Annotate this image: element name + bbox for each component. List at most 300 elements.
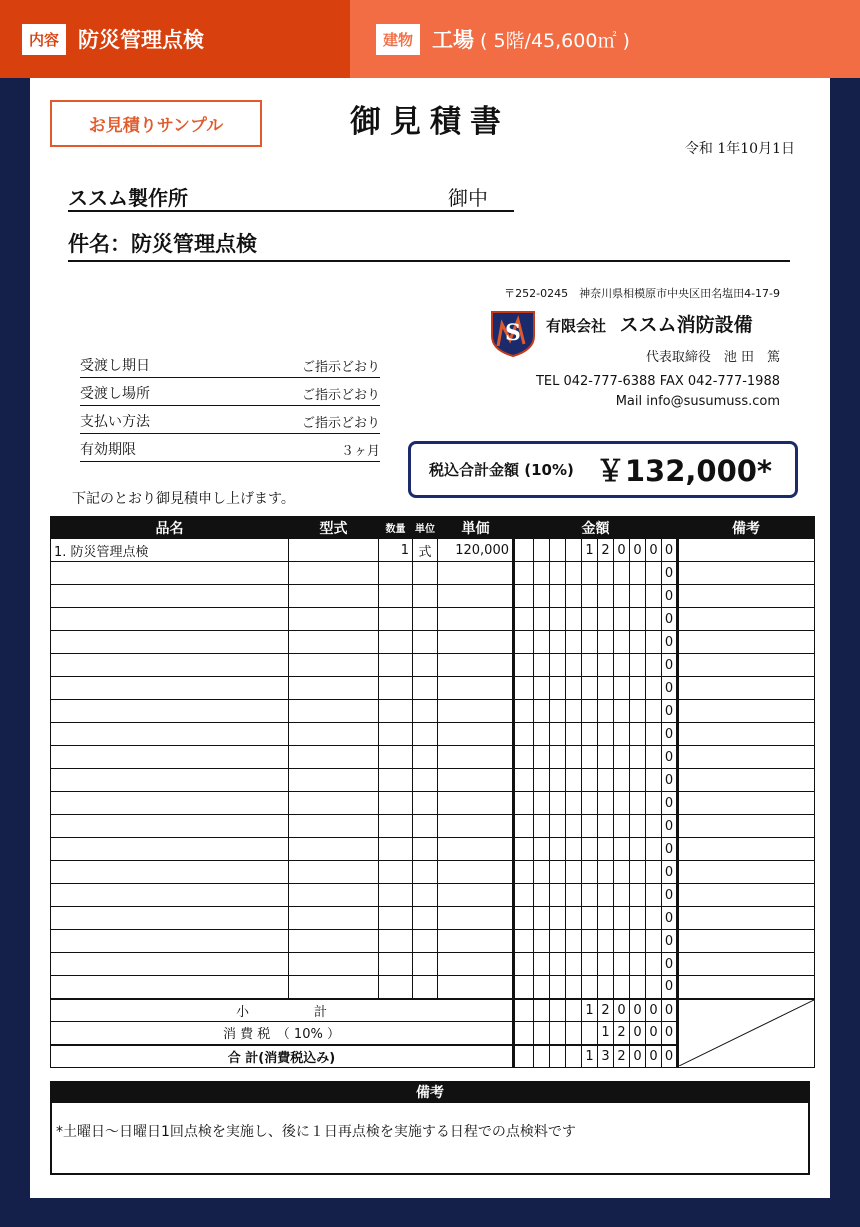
- item-unit: [413, 631, 438, 654]
- item-model: [289, 539, 379, 562]
- amount-digit: 0: [646, 999, 662, 1022]
- amount-digit: [598, 746, 614, 769]
- item-remarks: [678, 539, 815, 562]
- amount-digit: [514, 953, 534, 976]
- amount-digit: 0: [646, 539, 662, 562]
- table-row: [51, 976, 815, 999]
- amount-digit: [646, 769, 662, 792]
- amount-digit: [534, 654, 550, 677]
- amount-digit: 0: [614, 999, 630, 1022]
- amount-digit: [534, 562, 550, 585]
- table-row: [51, 838, 815, 861]
- term-row: [80, 434, 380, 462]
- item-qty: [379, 746, 413, 769]
- table-row: [51, 861, 815, 884]
- amount-digit: [534, 585, 550, 608]
- amount-digit: [646, 815, 662, 838]
- amount-digit: 0: [630, 1022, 646, 1045]
- amount-digit: [614, 723, 630, 746]
- amount-digit: 2: [598, 999, 614, 1022]
- amount-digit: [566, 654, 582, 677]
- amount-digit: [646, 861, 662, 884]
- item-price: [438, 700, 514, 723]
- amount-digit: [566, 608, 582, 631]
- item-model: [289, 700, 379, 723]
- item-qty: [379, 723, 413, 746]
- amount-digit: [582, 953, 598, 976]
- term-value: ご指示どおり: [301, 416, 380, 431]
- amount-digit: [598, 884, 614, 907]
- company-tel: TEL 042-777-6388 FAX 042-777-1988: [535, 374, 780, 389]
- amount-digit: [646, 723, 662, 746]
- item-price: 120,000: [438, 539, 514, 562]
- amount-digit: 1: [598, 1022, 614, 1045]
- amount-digit: [646, 608, 662, 631]
- tax-label: 消 費 税 （ 10% ）: [51, 1022, 514, 1045]
- amount-digit: [514, 907, 534, 930]
- item-name: [51, 562, 289, 585]
- amount-digit: 0: [662, 861, 678, 884]
- summary-remarks: [678, 999, 815, 1068]
- item-model: [289, 815, 379, 838]
- amount-digit: 0: [662, 631, 678, 654]
- amount-digit: [566, 723, 582, 746]
- item-remarks: [678, 838, 815, 861]
- amount-digit: [566, 562, 582, 585]
- notes-box: [50, 1081, 810, 1175]
- amount-digit: [630, 746, 646, 769]
- amount-digit: 0: [662, 792, 678, 815]
- client-line: [68, 182, 514, 212]
- table-row: [51, 930, 815, 953]
- item-price: [438, 884, 514, 907]
- amount-digit: 0: [662, 585, 678, 608]
- amount-digit: [550, 769, 566, 792]
- amount-digit: [646, 585, 662, 608]
- amount-digit: [598, 654, 614, 677]
- item-qty: [379, 562, 413, 585]
- amount-digit: [514, 654, 534, 677]
- item-unit: [413, 608, 438, 631]
- item-remarks: [678, 953, 815, 976]
- item-qty: [379, 700, 413, 723]
- amount-digit: [514, 539, 534, 562]
- amount-digit: [598, 562, 614, 585]
- item-qty: [379, 585, 413, 608]
- amount-digit: [514, 677, 534, 700]
- table-row: [51, 677, 815, 700]
- amount-digit: [630, 815, 646, 838]
- item-price: [438, 677, 514, 700]
- amount-digit: [582, 792, 598, 815]
- item-model: [289, 677, 379, 700]
- amount-digit: [646, 884, 662, 907]
- amount-digit: [566, 746, 582, 769]
- amount-digit: [646, 562, 662, 585]
- item-qty: [379, 930, 413, 953]
- amount-digit: [630, 654, 646, 677]
- table-row: [51, 539, 815, 562]
- table-row: [51, 769, 815, 792]
- item-unit: [413, 838, 438, 861]
- amount-digit: [646, 838, 662, 861]
- amount-digit: [614, 976, 630, 999]
- amount-digit: [630, 700, 646, 723]
- item-name: [51, 746, 289, 769]
- item-price: [438, 792, 514, 815]
- item-qty: [379, 792, 413, 815]
- amount-digit: 0: [662, 539, 678, 562]
- amount-digit: 2: [614, 1022, 630, 1045]
- amount-digit: [514, 838, 534, 861]
- company-address: 〒252-0245 神奈川県相模原市中央区田名塩田4-17-9: [504, 287, 780, 300]
- item-model: [289, 976, 379, 999]
- company-name: [546, 310, 753, 337]
- amount-digit: 1: [582, 999, 598, 1022]
- amount-digit: [514, 1022, 534, 1045]
- amount-digit: [534, 976, 550, 999]
- amount-digit: [598, 815, 614, 838]
- item-remarks: [678, 746, 815, 769]
- amount-digit: [550, 999, 566, 1022]
- intro-text: 下記のとおり御見積申し上げます。: [72, 491, 295, 507]
- item-qty: [379, 976, 413, 999]
- item-remarks: [678, 769, 815, 792]
- header-building: [350, 0, 860, 78]
- item-remarks: [678, 562, 815, 585]
- amount-digit: [566, 907, 582, 930]
- amount-digit: [566, 884, 582, 907]
- amount-digit: [630, 677, 646, 700]
- amount-digit: [566, 1022, 582, 1045]
- amount-digit: [550, 861, 566, 884]
- table-row: [51, 631, 815, 654]
- amount-digit: 0: [662, 907, 678, 930]
- amount-digit: [550, 746, 566, 769]
- amount-digit: 0: [614, 539, 630, 562]
- item-name: [51, 677, 289, 700]
- item-name: [51, 654, 289, 677]
- svg-text:S: S: [505, 320, 521, 346]
- amount-digit: [550, 930, 566, 953]
- table-row: [51, 815, 815, 838]
- amount-digit: [514, 723, 534, 746]
- table-row: [51, 723, 815, 746]
- item-name: [51, 884, 289, 907]
- amount-digit: [550, 700, 566, 723]
- col-amount: 金額: [514, 517, 678, 539]
- amount-digit: 0: [662, 677, 678, 700]
- building-text: 工場: [432, 28, 475, 52]
- amount-digit: [582, 723, 598, 746]
- amount-digit: [630, 953, 646, 976]
- item-model: [289, 907, 379, 930]
- item-qty: [379, 677, 413, 700]
- grand-total-label: 合 計(消費税込み): [51, 1045, 514, 1068]
- amount-digit: [646, 792, 662, 815]
- item-unit: [413, 769, 438, 792]
- item-price: [438, 953, 514, 976]
- item-remarks: [678, 930, 815, 953]
- amount-digit: [514, 815, 534, 838]
- amount-digit: [614, 562, 630, 585]
- amount-digit: [582, 769, 598, 792]
- amount-digit: [646, 631, 662, 654]
- amount-digit: [534, 953, 550, 976]
- amount-digit: [614, 953, 630, 976]
- amount-digit: [534, 539, 550, 562]
- amount-digit: [550, 585, 566, 608]
- item-qty: [379, 769, 413, 792]
- amount-digit: [582, 838, 598, 861]
- amount-digit: [646, 654, 662, 677]
- amount-digit: [598, 585, 614, 608]
- content-text: 防災管理点検: [78, 28, 205, 52]
- item-model: [289, 562, 379, 585]
- amount-digit: 0: [646, 1022, 662, 1045]
- item-model: [289, 608, 379, 631]
- amount-digit: [630, 792, 646, 815]
- amount-digit: 2: [614, 1045, 630, 1068]
- item-qty: [379, 815, 413, 838]
- amount-digit: [514, 631, 534, 654]
- item-price: [438, 723, 514, 746]
- subject-line: 件名：防災管理点検: [68, 228, 790, 262]
- representative: 代表取締役 池 田 篤: [645, 350, 780, 365]
- amount-digit: [630, 838, 646, 861]
- item-name: [51, 700, 289, 723]
- amount-digit: [582, 1022, 598, 1045]
- item-qty: [379, 884, 413, 907]
- amount-digit: [614, 907, 630, 930]
- company-name-text: ススム消防設備: [619, 314, 753, 336]
- amount-digit: [566, 539, 582, 562]
- amount-digit: [598, 608, 614, 631]
- amount-digit: [514, 792, 534, 815]
- sample-label: お見積りサンプル: [50, 100, 262, 147]
- amount-digit: [582, 815, 598, 838]
- item-remarks: [678, 608, 815, 631]
- item-price: [438, 769, 514, 792]
- amount-digit: [514, 930, 534, 953]
- amount-digit: [550, 1022, 566, 1045]
- amount-digit: [550, 1045, 566, 1068]
- item-unit: [413, 654, 438, 677]
- amount-digit: 0: [662, 815, 678, 838]
- table-row: [51, 884, 815, 907]
- item-price: [438, 976, 514, 999]
- amount-digit: [630, 861, 646, 884]
- item-remarks: [678, 907, 815, 930]
- table-row: [51, 700, 815, 723]
- company-kind: 有限会社: [546, 317, 607, 335]
- building-sub: ( 5階/45,600㎡ ): [480, 29, 630, 52]
- item-name: [51, 953, 289, 976]
- item-name: [51, 723, 289, 746]
- amount-digit: [598, 861, 614, 884]
- amount-digit: [630, 562, 646, 585]
- header-content: [0, 0, 350, 78]
- item-model: [289, 631, 379, 654]
- amount-digit: [582, 700, 598, 723]
- col-remarks: 備考: [678, 517, 815, 539]
- amount-digit: [630, 769, 646, 792]
- item-qty: 1: [379, 539, 413, 562]
- amount-digit: [566, 976, 582, 999]
- item-model: [289, 953, 379, 976]
- amount-digit: [566, 769, 582, 792]
- item-model: [289, 884, 379, 907]
- honorific: 御中: [448, 186, 488, 210]
- col-model: 型式: [289, 517, 379, 539]
- item-name: [51, 838, 289, 861]
- amount-digit: [534, 930, 550, 953]
- amount-digit: [534, 769, 550, 792]
- amount-digit: [630, 585, 646, 608]
- amount-digit: [514, 562, 534, 585]
- amount-digit: [514, 608, 534, 631]
- item-remarks: [678, 884, 815, 907]
- amount-digit: [566, 861, 582, 884]
- item-remarks: [678, 585, 815, 608]
- term-label: 有効期限: [80, 442, 136, 458]
- item-unit: [413, 723, 438, 746]
- doc-date: 令和 1年10月1日: [684, 141, 795, 157]
- amount-digit: [630, 907, 646, 930]
- item-remarks: [678, 976, 815, 999]
- amount-digit: 0: [662, 562, 678, 585]
- total-label: 税込合計金額 (10%): [429, 461, 574, 479]
- amount-digit: [534, 723, 550, 746]
- company-logo-icon: [488, 306, 538, 358]
- term-label: 受渡し期日: [80, 358, 150, 374]
- term-label: 支払い方法: [80, 414, 150, 430]
- term-row: [80, 378, 380, 406]
- amount-digit: [614, 792, 630, 815]
- item-price: [438, 562, 514, 585]
- amount-digit: [534, 631, 550, 654]
- amount-digit: 3: [598, 1045, 614, 1068]
- amount-digit: 0: [662, 884, 678, 907]
- item-name: [51, 631, 289, 654]
- item-unit: [413, 677, 438, 700]
- item-price: [438, 838, 514, 861]
- item-qty: [379, 608, 413, 631]
- notes-title: 備考: [52, 1083, 808, 1103]
- item-name: [51, 907, 289, 930]
- amount-digit: [550, 815, 566, 838]
- amount-digit: [614, 700, 630, 723]
- amount-digit: 0: [662, 723, 678, 746]
- amount-digit: [630, 930, 646, 953]
- term-value: ご指示どおり: [301, 388, 380, 403]
- amount-digit: [566, 815, 582, 838]
- col-price: 単価: [438, 517, 514, 539]
- amount-digit: 0: [662, 769, 678, 792]
- amount-digit: [630, 884, 646, 907]
- item-unit: [413, 792, 438, 815]
- total-amount: ￥132,000*: [595, 454, 773, 488]
- item-remarks: [678, 861, 815, 884]
- amount-digit: [614, 930, 630, 953]
- item-price: [438, 907, 514, 930]
- item-model: [289, 723, 379, 746]
- amount-digit: 0: [662, 976, 678, 999]
- amount-digit: [582, 907, 598, 930]
- amount-digit: [614, 815, 630, 838]
- item-name: [51, 861, 289, 884]
- amount-digit: [598, 930, 614, 953]
- item-unit: 式: [413, 539, 438, 562]
- term-value: ご指示どおり: [301, 360, 380, 375]
- term-row: [80, 350, 380, 378]
- amount-digit: [614, 838, 630, 861]
- amount-digit: [646, 976, 662, 999]
- amount-digit: [614, 746, 630, 769]
- amount-digit: [582, 746, 598, 769]
- amount-digit: [550, 723, 566, 746]
- amount-digit: [534, 861, 550, 884]
- amount-digit: 0: [630, 999, 646, 1022]
- amount-digit: [598, 631, 614, 654]
- amount-digit: [514, 585, 534, 608]
- amount-digit: 0: [662, 746, 678, 769]
- amount-digit: [566, 677, 582, 700]
- amount-digit: [614, 769, 630, 792]
- item-unit: [413, 815, 438, 838]
- amount-digit: [566, 700, 582, 723]
- item-model: [289, 838, 379, 861]
- amount-digit: [514, 746, 534, 769]
- amount-digit: [550, 976, 566, 999]
- table-header: [51, 517, 815, 539]
- item-remarks: [678, 677, 815, 700]
- item-qty: [379, 861, 413, 884]
- item-price: [438, 861, 514, 884]
- item-name: [51, 930, 289, 953]
- amount-digit: [582, 976, 598, 999]
- amount-digit: [646, 746, 662, 769]
- item-qty: [379, 654, 413, 677]
- amount-digit: [550, 654, 566, 677]
- item-name: [51, 976, 289, 999]
- item-model: [289, 746, 379, 769]
- amount-digit: 0: [630, 539, 646, 562]
- content-tag: 内容: [22, 24, 66, 55]
- amount-digit: [550, 907, 566, 930]
- amount-digit: [598, 677, 614, 700]
- item-remarks: [678, 815, 815, 838]
- amount-digit: [582, 861, 598, 884]
- item-price: [438, 930, 514, 953]
- amount-digit: [534, 884, 550, 907]
- amount-digit: [582, 631, 598, 654]
- amount-digit: [514, 769, 534, 792]
- amount-digit: [614, 677, 630, 700]
- amount-digit: 1: [582, 539, 598, 562]
- item-unit: [413, 746, 438, 769]
- amount-digit: [614, 654, 630, 677]
- item-unit: [413, 976, 438, 999]
- term-row: [80, 406, 380, 434]
- table-row: [51, 953, 815, 976]
- amount-digit: [514, 999, 534, 1022]
- amount-digit: [534, 792, 550, 815]
- item-price: [438, 631, 514, 654]
- amount-digit: 0: [662, 953, 678, 976]
- amount-digit: [566, 631, 582, 654]
- terms-list: [80, 350, 380, 462]
